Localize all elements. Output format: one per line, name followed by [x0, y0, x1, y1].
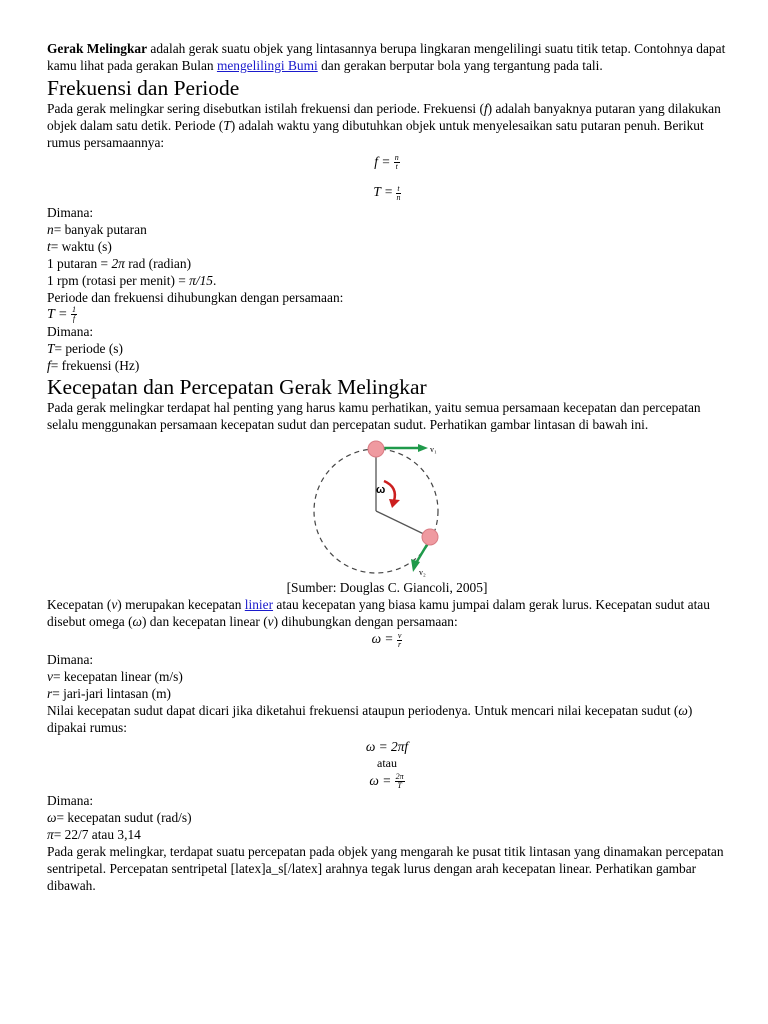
definition-pi: [47, 826, 727, 843]
equation-period: [47, 183, 727, 201]
kecepatan-paragraph: [47, 596, 727, 630]
text: = frekuensi (Hz): [50, 358, 140, 374]
radius-line-2: [376, 511, 430, 537]
text: atau kecepatan yang biasa kamu jumpai dalam gerak lurus. Kecepatan sudut atau disebut omega (: [47, 597, 710, 630]
math-omega: ω: [132, 614, 142, 630]
relation-line: Periode dan frekuensi dihubungkan dengan persamaan:: [47, 289, 344, 305]
fraction: [71, 306, 77, 323]
definition-omega: [47, 809, 727, 826]
dimana-label: Dimana:: [47, 204, 94, 220]
text: = kecepatan linear (m/s): [52, 668, 183, 684]
equation-omega-2pif: ω = 2πf: [365, 738, 409, 754]
math-pi-15: π/15: [189, 272, 213, 288]
text: ) adalah waktu yang dibutuhkan objek untuk menyelesaikan satu putaran penuh. Berikut rumus persamaannya:: [47, 118, 704, 150]
eq-lhs: T =: [47, 306, 68, 322]
eq-lhs: T =: [373, 184, 393, 200]
equation-omega-2pi-T: [47, 772, 727, 790]
math-v: v: [47, 668, 53, 684]
math-T: T: [223, 118, 231, 133]
figure-caption: [Sumber: Douglas C. Giancoli, 2005]: [286, 580, 488, 596]
definition-T: [47, 340, 727, 357]
fraction: [395, 773, 405, 790]
denominator: r: [398, 639, 402, 649]
link-mengelilingi-bumi[interactable]: mengelilingi Bumi: [216, 58, 318, 73]
heading-frekuensi-periode: Frekuensi dan Periode: [47, 76, 240, 100]
equation-frequency: [47, 153, 727, 171]
kecepatan-intro-paragraph: Pada gerak melingkar terdapat hal penting yang harus kamu perhatikan, yaitu semua persamaan kecepatan dan percepatan selalu menggunakan persamaan kecepatan sudut dan percepatan sudut. Perhatikan gambar lintasan di bawah ini.: [47, 400, 701, 433]
fraction: [394, 154, 400, 171]
circular-motion-figure: [312, 437, 462, 577]
intro-bold-term: Gerak Melingkar: [47, 41, 148, 56]
math-pi: π: [47, 826, 54, 842]
denominator: t: [395, 162, 398, 172]
text: = jari-jari lintasan (m): [52, 685, 171, 701]
text: rad (radian): [124, 255, 192, 271]
omega-arrowhead: [389, 499, 400, 508]
eq-lhs: f =: [374, 154, 391, 169]
heading-kecepatan-percepatan: Kecepatan dan Percepatan Gerak Melingkar: [47, 375, 427, 400]
definition-f: [47, 357, 727, 374]
link-linier[interactable]: linier: [244, 597, 274, 613]
definition-t: [47, 238, 727, 255]
math-v: v: [111, 597, 118, 613]
math-f: f: [47, 358, 51, 374]
math-omega: ω: [47, 809, 57, 825]
math-n: n: [47, 221, 54, 237]
sentripetal-paragraph: Pada gerak melingkar, terdapat suatu percepatan pada objek yang mengarah ke pusat titik lintasan yang dinamakan percepatan sentripetal. Percepatan sentripetal [latex]a_s[/latex] arahnya tegak lurus dengan arah kecepatan linear. Perhatikan gambar dibawah.: [47, 843, 724, 893]
math-omega: ω: [678, 702, 688, 718]
numerator: n: [394, 153, 399, 163]
text: ) dipakai rumus:: [47, 702, 693, 735]
intro-text: adalah gerak suatu objek yang lintasannya berupa lingkaran mengelilingi suatu titik tetap. Contohnya dapat kamu lihat pada gerakan Bulan: [47, 41, 726, 73]
denominator: f: [72, 314, 76, 324]
math-r: r: [47, 685, 53, 701]
denominator: T: [397, 780, 402, 790]
text: ) merupakan kecepatan: [117, 597, 245, 613]
dimana-label-4: Dimana:: [47, 792, 94, 808]
math-f: f: [483, 101, 488, 116]
text: 1 putaran =: [47, 255, 112, 271]
text: ) dihubungkan dengan persamaan:: [273, 614, 458, 630]
numerator: 2π: [395, 771, 404, 781]
text: = banyak putaran: [53, 221, 147, 237]
text: ) adalah banyaknya putaran yang dilakukan objek dalam satu detik. Periode (: [47, 101, 721, 133]
putaran-line: [47, 255, 727, 272]
nilai-paragraph: [47, 702, 727, 736]
text: = 22/7 atau 3,14: [53, 826, 141, 842]
eq-lhs: ω =: [369, 772, 392, 788]
definition-r: [47, 685, 727, 702]
text: .: [213, 272, 217, 288]
label-v2: v₂: [419, 568, 426, 578]
velocity-arrow-v2: [416, 543, 428, 563]
text: Kecepatan (: [47, 597, 112, 613]
rpm-line: [47, 272, 727, 289]
math-T: T: [47, 341, 55, 357]
fraction: [396, 185, 400, 202]
omega-label: ω: [376, 484, 386, 497]
equation-omega-v-r: [47, 630, 727, 648]
definition-n: [47, 221, 727, 238]
math-2pi: 2π: [111, 255, 125, 271]
intro-text-end: dan gerakan berputar bola yang tergantung pada tali.: [317, 58, 603, 73]
frekuensi-paragraph: [47, 100, 727, 151]
numerator: 1: [71, 305, 76, 315]
text: = kecepatan sudut (rad/s): [56, 809, 192, 825]
text: 1 rpm (rotasi per menit) =: [47, 272, 190, 288]
denominator: n: [396, 192, 401, 202]
atau-label: atau: [377, 755, 397, 770]
label-v1: v₁: [430, 445, 437, 455]
text: ) dan kecepatan linear (: [142, 614, 268, 630]
omega-arc-arrow: [384, 481, 395, 501]
numerator: t: [397, 183, 400, 193]
numerator: v: [397, 630, 402, 640]
ball-position-1: [368, 441, 384, 457]
math-v: v: [267, 614, 274, 630]
ball-position-2: [422, 529, 438, 545]
text: = periode (s): [54, 341, 123, 357]
velocity-arrowhead-v1: [418, 444, 428, 452]
text: = waktu (s): [50, 238, 112, 254]
math-t: t: [47, 238, 51, 254]
fraction: [397, 632, 403, 649]
eq-lhs: ω =: [371, 631, 394, 647]
intro-paragraph: [47, 40, 727, 74]
equation-T-1-over-f: [47, 306, 727, 323]
text: Pada gerak melingkar sering disebutkan istilah frekuensi dan periode. Frekuensi (: [47, 101, 484, 116]
dimana-label-2: Dimana:: [47, 324, 94, 340]
dimana-label-3: Dimana:: [47, 651, 94, 667]
definition-v: [47, 668, 727, 685]
text: Nilai kecepatan sudut dapat dicari jika diketahui frekuensi ataupun periodenya. Untuk mencari nilai kecepatan sudut (: [47, 702, 679, 718]
article: [47, 40, 727, 894]
